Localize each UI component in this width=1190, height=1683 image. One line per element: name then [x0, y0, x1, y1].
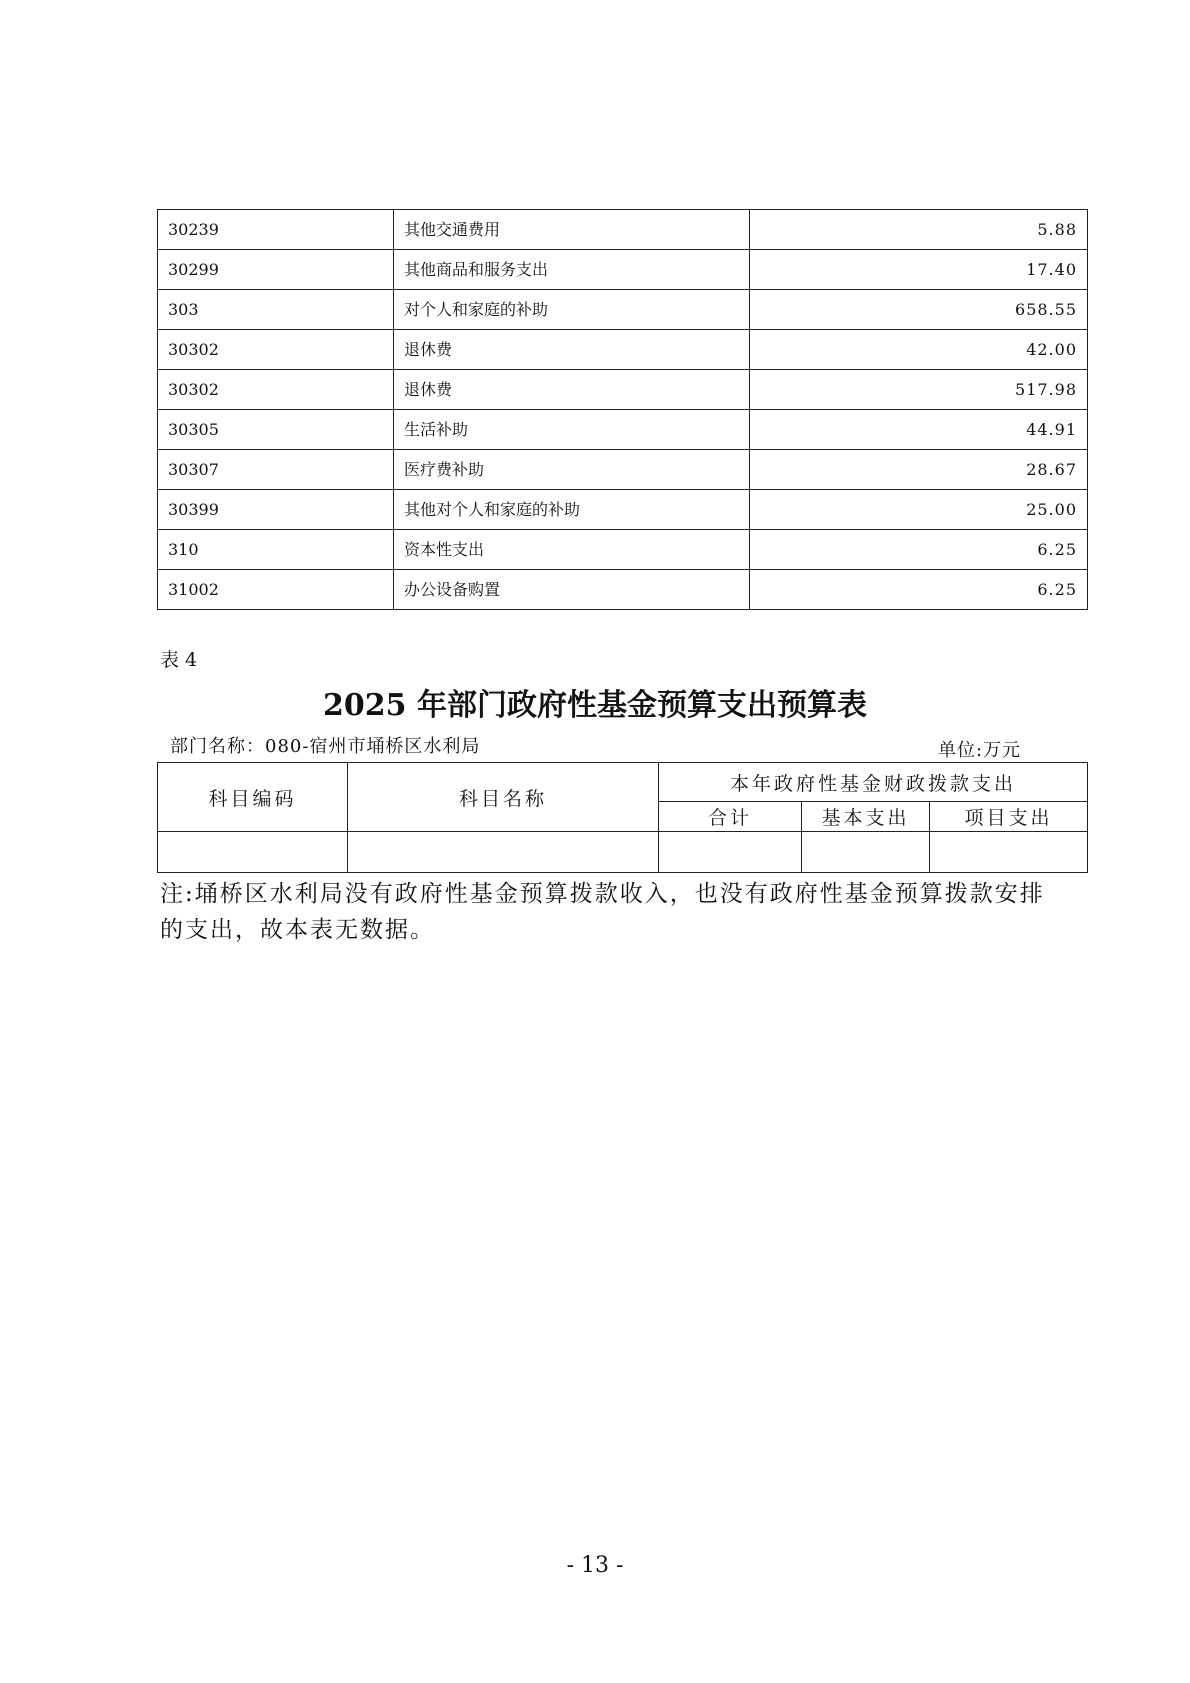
amount: 42.00: [750, 330, 1088, 370]
empty-cell: [659, 832, 802, 873]
table-title: 2025 年部门政府性基金预算支出预算表: [323, 688, 867, 723]
subject-code: 30305: [158, 410, 394, 450]
subject-name: 生活补助: [394, 410, 750, 450]
table-row: [158, 530, 1088, 570]
table-row: [158, 832, 1088, 873]
subject-code: 30307: [158, 450, 394, 490]
header-total: 合计: [659, 802, 802, 832]
subject-name: 退休费: [394, 370, 750, 410]
subject-code: 310: [158, 530, 394, 570]
expenditure-table-continued: [157, 209, 1088, 610]
header-subject-name: 科目名称: [348, 763, 659, 832]
subject-code: 30399: [158, 490, 394, 530]
department-name: 部门名称：080-宿州市埇桥区水利局: [170, 736, 481, 757]
amount: 6.25: [750, 530, 1088, 570]
subject-code: 30302: [158, 330, 394, 370]
empty-cell: [802, 832, 930, 873]
table-row: [158, 210, 1088, 250]
empty-cell: [930, 832, 1088, 873]
subject-code: 30302: [158, 370, 394, 410]
table-row: [158, 410, 1088, 450]
amount: 44.91: [750, 410, 1088, 450]
subject-name: 其他交通费用: [394, 210, 750, 250]
government-fund-budget-table: [157, 762, 1088, 873]
empty-cell: [158, 832, 348, 873]
header-basic-expenditure: 基本支出: [802, 802, 930, 832]
table-row: [158, 570, 1088, 610]
amount: 5.88: [750, 210, 1088, 250]
table-note: 注:埇桥区水利局没有政府性基金预算拨款收入，也没有政府性基金预算拨款安排的支出，故本表无数据。: [160, 881, 1045, 943]
header-row: [158, 763, 1088, 802]
table-row: [158, 370, 1088, 410]
table-row: [158, 330, 1088, 370]
subject-code: 303: [158, 290, 394, 330]
amount: 6.25: [750, 570, 1088, 610]
subject-name: 其他对个人和家庭的补助: [394, 490, 750, 530]
amount: 17.40: [750, 250, 1088, 290]
subject-name: 资本性支出: [394, 530, 750, 570]
table-number-label: 表 4: [160, 649, 198, 671]
amount: 25.00: [750, 490, 1088, 530]
subject-name: 对个人和家庭的补助: [394, 290, 750, 330]
amount: 658.55: [750, 290, 1088, 330]
subject-name: 退休费: [394, 330, 750, 370]
header-subject-code: 科目编码: [158, 763, 348, 832]
subject-code: 30239: [158, 210, 394, 250]
table-row: [158, 290, 1088, 330]
table-row: [158, 250, 1088, 290]
subject-code: 30299: [158, 250, 394, 290]
header-project-expenditure: 项目支出: [930, 802, 1088, 832]
subject-name: 办公设备购置: [394, 570, 750, 610]
subject-name: 医疗费补助: [394, 450, 750, 490]
empty-cell: [348, 832, 659, 873]
table-row: [158, 450, 1088, 490]
subject-name: 其他商品和服务支出: [394, 250, 750, 290]
header-fund-expenditure: 本年政府性基金财政拨款支出: [659, 763, 1088, 802]
amount: 28.67: [750, 450, 1088, 490]
table-row: [158, 490, 1088, 530]
page-number: - 13 -: [566, 1553, 624, 1578]
subject-code: 31002: [158, 570, 394, 610]
unit-label: 单位:万元: [938, 740, 1022, 761]
amount: 517.98: [750, 370, 1088, 410]
